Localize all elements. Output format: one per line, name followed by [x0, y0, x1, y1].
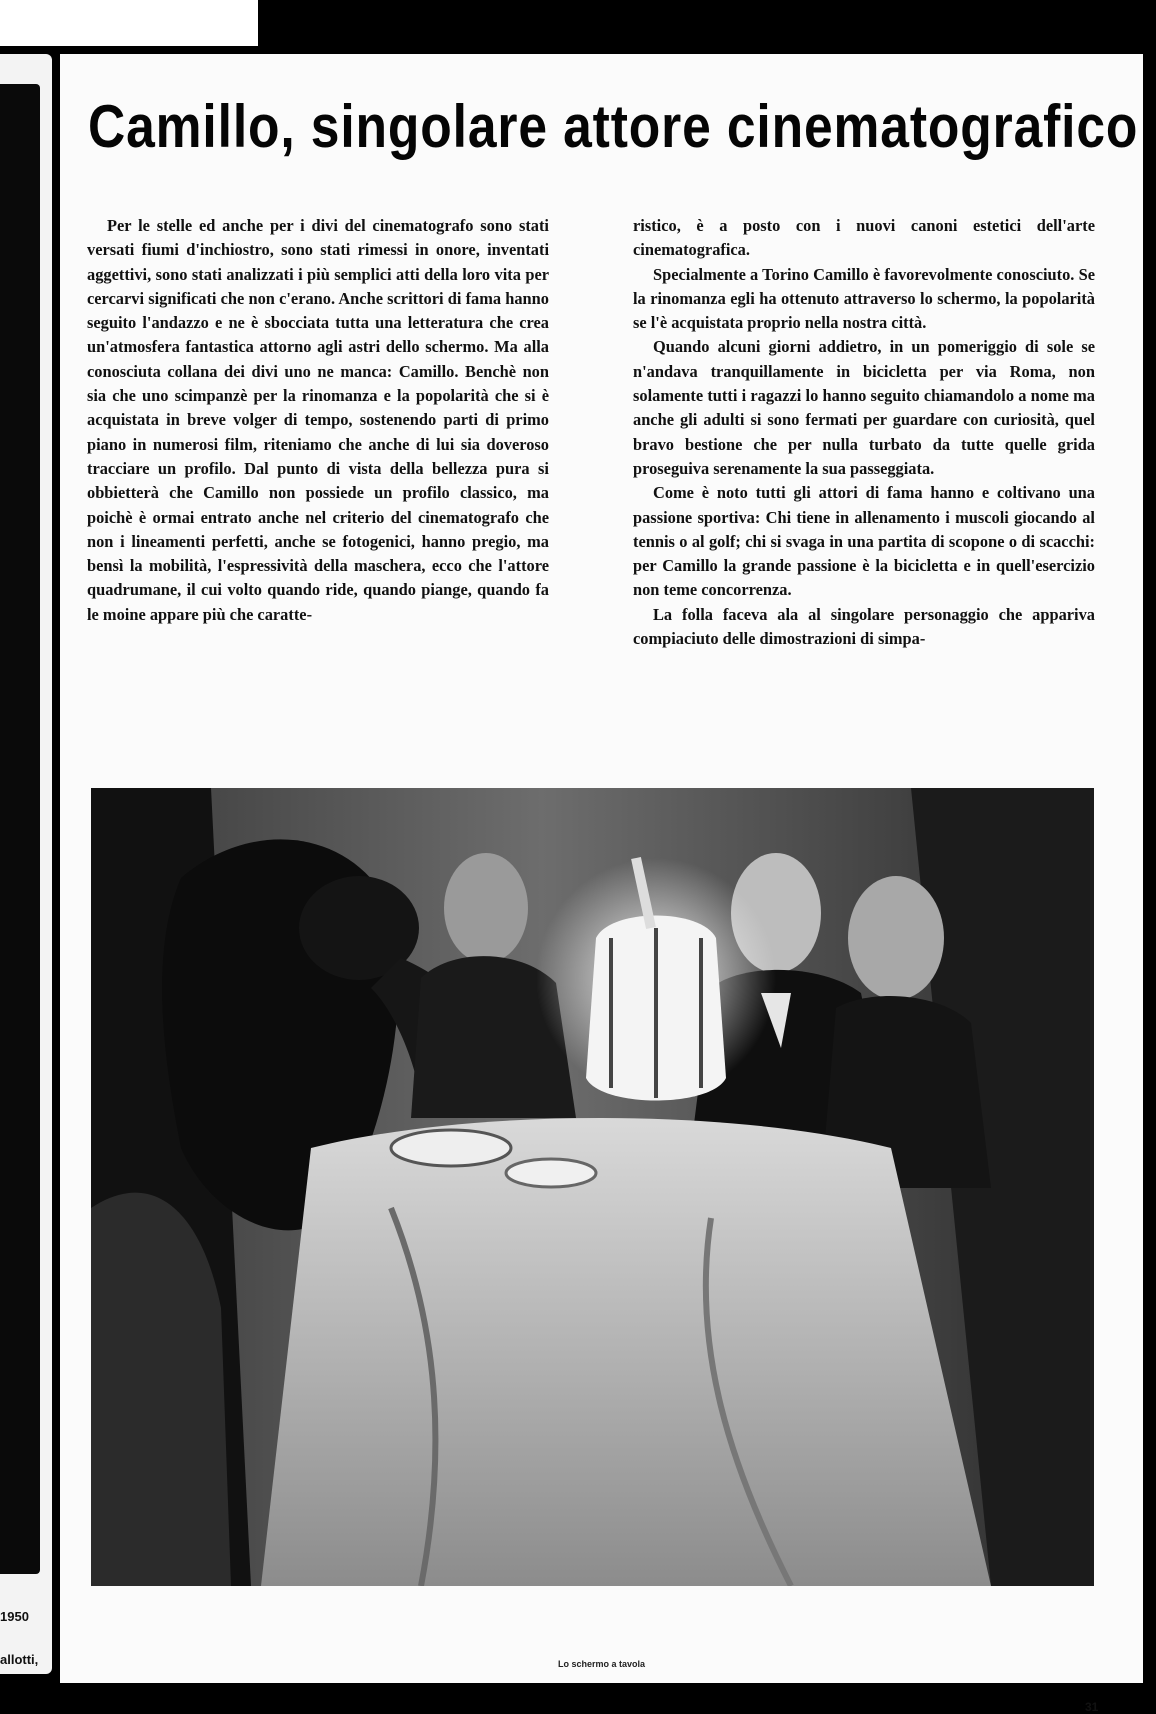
running-title: Lo schermo a tavola — [557, 1659, 646, 1669]
previous-page-edge — [0, 54, 52, 1674]
plate — [391, 1130, 511, 1166]
previous-page-fragment: allotti, — [0, 1652, 39, 1667]
paragraph: Specialmente a Torino Camillo è favorevolmente conosciuto. Se la rinomanza egli ha ottenuto attraverso lo schermo, la popolarità se l'è acquistata proprio nella nostra città. — [633, 264, 1095, 333]
paragraph: ristico, è a posto con i nuovi canoni estetici dell'arte cinematografica. — [633, 216, 1095, 260]
article-photo — [91, 788, 1094, 1586]
right-text-column — [633, 214, 1095, 651]
paragraph: Quando alcuni giorni addietro, in un pomeriggio di sole se n'andava tranquillamente in bicicletta per via Roma, non solamente tutti i ragazzi lo hanno seguito chiamandolo a nome ma anche gli adulti si sono fermati per guardare con curiosità, quel bravo bestione che per nulla turbato da tutte quelle grida proseguiva serenamente la sua passeggiata. — [633, 337, 1095, 478]
scan-edge-strip — [0, 0, 258, 46]
left-text-column — [87, 214, 549, 627]
woman-right-face — [848, 876, 944, 1000]
magazine-page — [60, 54, 1143, 1714]
previous-page-fragment: 1950 — [0, 1609, 29, 1624]
plate — [506, 1159, 596, 1187]
page-number: 31 — [1085, 1700, 1099, 1714]
paragraph: Per le stelle ed anche per i divi del cinematografo sono stati versati fiumi d'inchiostro, sono stati rimessi in onore, inventati aggettivi, sono stati analizzati i più semplici atti della loro vita per cercarvi significati che non c'erano. Anche scrittori di fama hanno seguito l'andazzo e ne è sbocciata tutta una letteratura che crea un'atmosfera fantastica attorno agli astri dello schermo. Ma alla conosciuta collana dei divi uno ne manca: Camillo. Benchè non sia che uno scimpanzè per la rinomanza e la popolarità che si è acquistata in breve volger di tempo, sostenendo parti di primo piano in numerosi film, riteniamo che anche di lui sia doveroso tracciare un profilo. Dal punto di vista della bellezza pura si obbietterà che Camillo non possiede un profilo classico, ma poichè è ormai entrato anche nel criterio del cinematografo che non i lineamenti perfetti, anche se fotogenici, hanno pregio, ma bensì la mobilità, l'espressività della maschera, ecco che l'attore quadrumane, il cui volto quando ride, quando piange, quando fa le moine appare più che caratte- — [87, 216, 549, 624]
article-title: Camillo, singolare attore cinematografico — [88, 93, 1139, 160]
previous-page-black-block — [0, 84, 40, 1574]
paragraph: La folla faceva ala al singolare personaggio che appariva compiaciuto delle dimostrazioni di simpa- — [633, 604, 1095, 649]
paragraph: Come è noto tutti gli attori di fama hanno e coltivano una passione sportiva: Chi tiene in allenamento i muscoli giocando al tennis o al golf; chi si svaga in una partita di scopone o di scacchi: per Camillo la grande passione è la bicicletta e in quell'esercizio non teme concorrenza. — [633, 483, 1095, 600]
woman-left-face — [444, 853, 528, 963]
photo-illustration — [91, 788, 1094, 1586]
tablecloth — [261, 1118, 991, 1586]
